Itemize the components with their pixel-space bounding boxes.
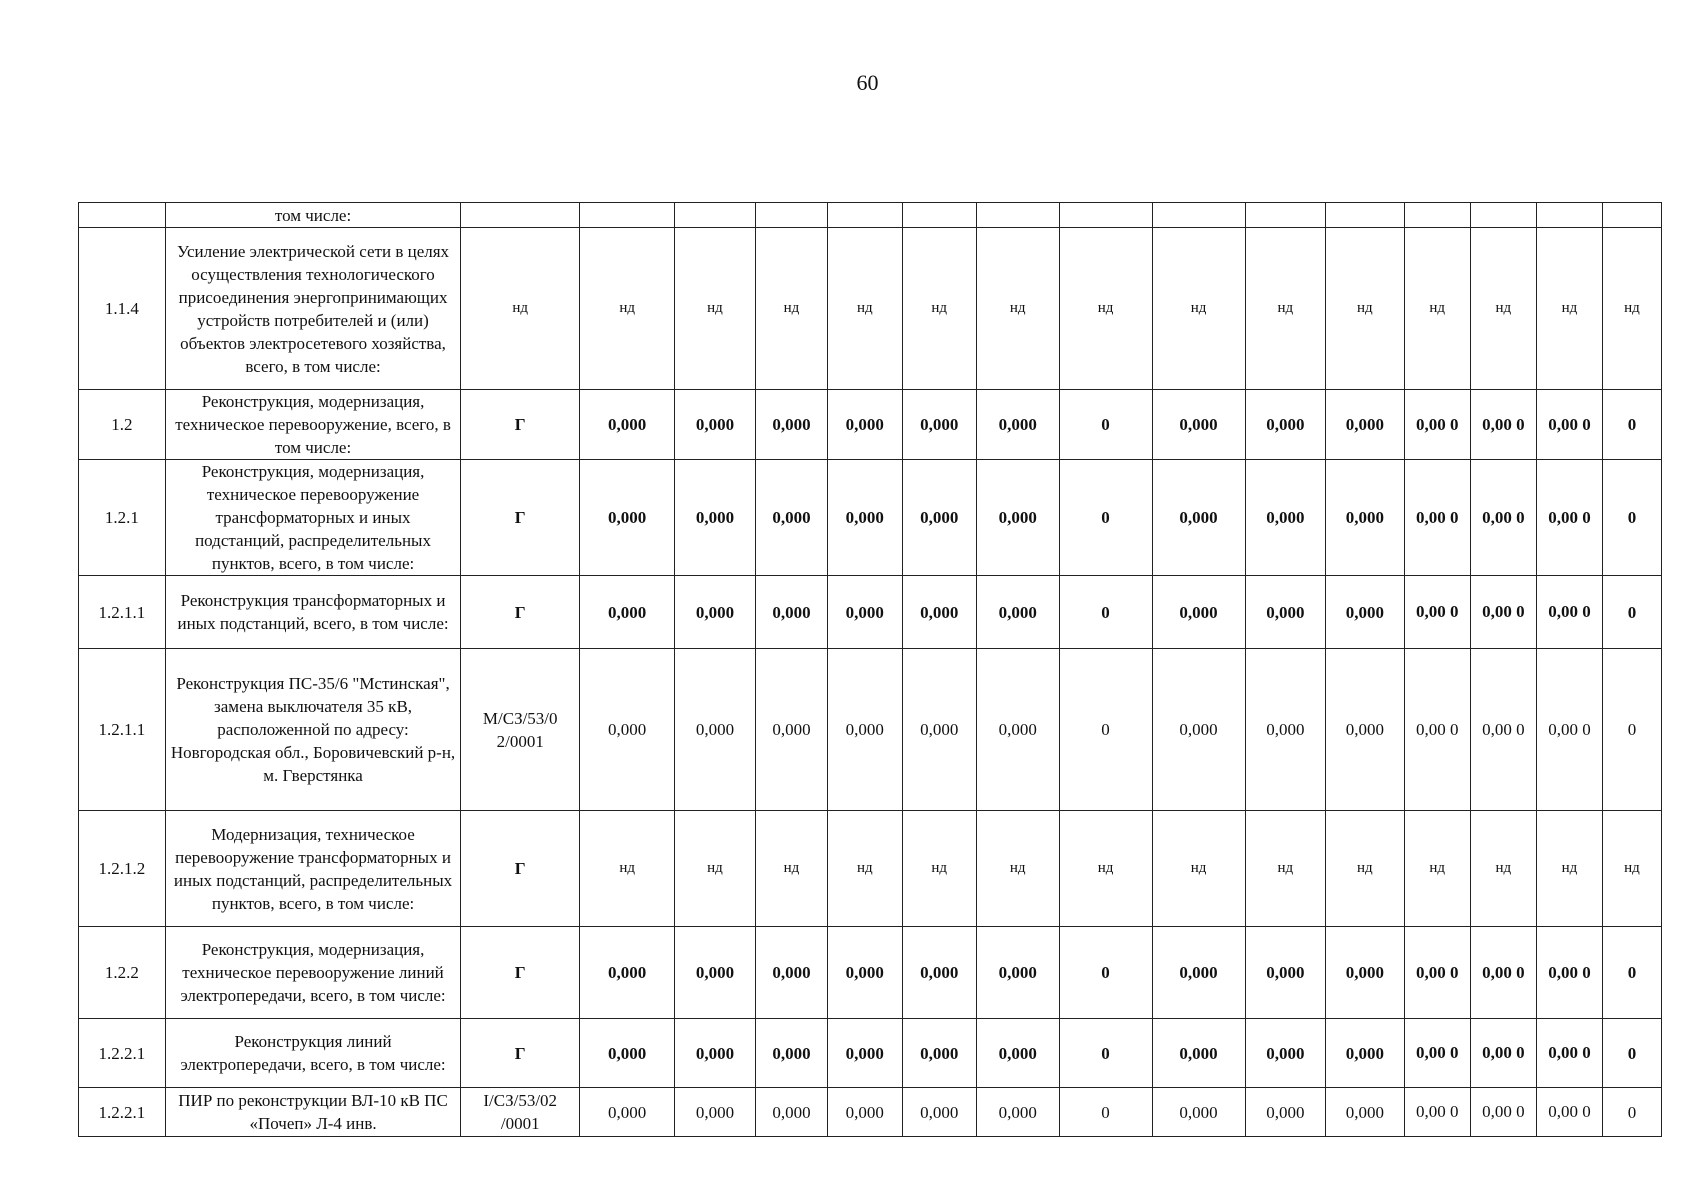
- row-number-cell: 1.1.4: [79, 228, 166, 390]
- value-cell: 0,000: [1152, 649, 1245, 811]
- row-number-cell: 1.2.2.1: [79, 1088, 166, 1137]
- value-cell: 0,000: [976, 460, 1059, 576]
- value-cell: 0,000: [1245, 460, 1326, 576]
- value-cell: 0: [1603, 460, 1662, 576]
- value-cell: 0,000: [1245, 1088, 1326, 1137]
- value-cell: 0,000: [1152, 460, 1245, 576]
- value-cell: 0,00 0: [1536, 576, 1602, 649]
- value-cell: 0,000: [675, 1019, 756, 1088]
- value-cell: 0,000: [675, 1088, 756, 1137]
- value-cell: нд: [1603, 228, 1662, 390]
- value-cell: 0,000: [1245, 649, 1326, 811]
- value-cell: [976, 203, 1059, 228]
- value-cell: нд: [675, 228, 756, 390]
- value-cell: нд: [1245, 811, 1326, 927]
- value-cell: 0,000: [902, 649, 976, 811]
- value-cell: 0,000: [580, 1019, 675, 1088]
- table-row: [79, 927, 1662, 1019]
- value-cell: 0,000: [1152, 390, 1245, 460]
- value-cell: 0,000: [1245, 390, 1326, 460]
- value-cell: 0: [1603, 1088, 1662, 1137]
- value-cell: 0: [1603, 927, 1662, 1019]
- value-cell: [675, 203, 756, 228]
- value-cell: нд: [902, 811, 976, 927]
- value-cell: 0: [1059, 1088, 1152, 1137]
- value-cell: [1245, 203, 1326, 228]
- value-cell: 0,000: [828, 1019, 902, 1088]
- value-cell: 0,000: [828, 576, 902, 649]
- value-cell: 0: [1603, 649, 1662, 811]
- value-cell: 0,00 0: [1404, 460, 1470, 576]
- value-cell: 0,000: [755, 576, 827, 649]
- value-cell: 0,000: [976, 927, 1059, 1019]
- value-cell: 0,000: [902, 390, 976, 460]
- value-cell: нд: [1059, 228, 1152, 390]
- row-number-cell: 1.2: [79, 390, 166, 460]
- table-row: [79, 1088, 1662, 1137]
- value-cell: 0,000: [976, 649, 1059, 811]
- value-cell: 0,00 0: [1404, 390, 1470, 460]
- value-cell: 0,000: [755, 1019, 827, 1088]
- value-cell: 0,000: [675, 576, 756, 649]
- row-number-cell: 1.2.2: [79, 927, 166, 1019]
- value-cell: 0,00 0: [1470, 927, 1536, 1019]
- value-cell: 0,000: [1326, 1019, 1405, 1088]
- value-cell: нд: [1536, 811, 1602, 927]
- value-cell: 0,000: [755, 927, 827, 1019]
- value-cell: 0,00 0: [1536, 1019, 1602, 1088]
- value-cell: нд: [902, 228, 976, 390]
- value-cell: 0,00 0: [1470, 1019, 1536, 1088]
- value-cell: нд: [675, 811, 756, 927]
- value-cell: 0,000: [1152, 576, 1245, 649]
- value-cell: нд: [976, 811, 1059, 927]
- value-cell: 0,000: [1326, 1088, 1405, 1137]
- value-cell: [580, 203, 675, 228]
- project-code-cell: Г: [461, 390, 580, 460]
- value-cell: [755, 203, 827, 228]
- value-cell: 0,000: [580, 649, 675, 811]
- value-cell: 0,00 0: [1404, 1088, 1470, 1137]
- table-row: [79, 811, 1662, 927]
- value-cell: 0,00 0: [1470, 576, 1536, 649]
- value-cell: 0,000: [828, 390, 902, 460]
- project-code-cell: I/СЗ/53/02 /0001: [461, 1088, 580, 1137]
- value-cell: нд: [1326, 811, 1405, 927]
- value-cell: 0,000: [828, 460, 902, 576]
- row-description-cell: ПИР по реконструкции ВЛ-10 кВ ПС «Почеп» Л-4 инв.: [165, 1088, 461, 1137]
- value-cell: 0,000: [976, 390, 1059, 460]
- value-cell: 0: [1059, 460, 1152, 576]
- value-cell: 0: [1059, 927, 1152, 1019]
- row-description-cell: Реконструкция, модернизация, техническое перевооружение трансформаторных и иных подстанций, распределительных пунктов, всего, в том числе:: [165, 460, 461, 576]
- value-cell: 0: [1059, 576, 1152, 649]
- value-cell: 0: [1603, 576, 1662, 649]
- investment-program-table: [78, 202, 1662, 1137]
- value-cell: 0,000: [675, 927, 756, 1019]
- value-cell: 0: [1603, 1019, 1662, 1088]
- table-body: [79, 203, 1662, 1137]
- value-cell: [1404, 203, 1470, 228]
- value-cell: 0,00 0: [1404, 576, 1470, 649]
- row-description-cell: Реконструкция, модернизация, техническое перевооружение, всего, в том числе:: [165, 390, 461, 460]
- value-cell: 0,000: [755, 1088, 827, 1137]
- row-description-cell: Модернизация, техническое перевооружение трансформаторных и иных подстанций, распределительных пунктов, всего, в том числе:: [165, 811, 461, 927]
- value-cell: 0,000: [580, 1088, 675, 1137]
- value-cell: 0,000: [902, 927, 976, 1019]
- project-code-cell: Г: [461, 576, 580, 649]
- value-cell: нд: [1152, 228, 1245, 390]
- value-cell: 0,000: [902, 576, 976, 649]
- row-number-cell: 1.2.1.1: [79, 576, 166, 649]
- project-code-cell: Г: [461, 1019, 580, 1088]
- value-cell: [1603, 203, 1662, 228]
- row-description-cell: Реконструкция линий электропередачи, всего, в том числе:: [165, 1019, 461, 1088]
- value-cell: нд: [828, 811, 902, 927]
- value-cell: 0,000: [976, 1019, 1059, 1088]
- value-cell: 0,000: [828, 649, 902, 811]
- value-cell: 0,00 0: [1470, 460, 1536, 576]
- row-number-cell: [79, 203, 166, 228]
- value-cell: 0,00 0: [1536, 390, 1602, 460]
- value-cell: 0,00 0: [1470, 649, 1536, 811]
- value-cell: нд: [580, 811, 675, 927]
- value-cell: 0,000: [1152, 1088, 1245, 1137]
- value-cell: 0,00 0: [1404, 1019, 1470, 1088]
- table-row: [79, 576, 1662, 649]
- project-code-cell: нд: [461, 228, 580, 390]
- value-cell: 0: [1603, 390, 1662, 460]
- value-cell: 0,000: [580, 576, 675, 649]
- value-cell: 0,000: [1326, 649, 1405, 811]
- value-cell: 0,00 0: [1536, 460, 1602, 576]
- value-cell: 0,00 0: [1536, 927, 1602, 1019]
- value-cell: 0,000: [1152, 1019, 1245, 1088]
- table-row: [79, 390, 1662, 460]
- value-cell: 0,000: [580, 390, 675, 460]
- value-cell: 0,000: [1152, 927, 1245, 1019]
- value-cell: нд: [755, 228, 827, 390]
- value-cell: [1536, 203, 1602, 228]
- table-row: [79, 649, 1662, 811]
- value-cell: 0,000: [902, 1019, 976, 1088]
- value-cell: 0,000: [755, 649, 827, 811]
- project-code-cell: Г: [461, 460, 580, 576]
- row-number-cell: 1.2.1.2: [79, 811, 166, 927]
- value-cell: 0,000: [976, 576, 1059, 649]
- row-description-cell: Усиление электрической сети в целях осуществления технологического присоединения энергопринимающих устройств потребителей и (или) объектов электросетевого хозяйства, всего, в том числе:: [165, 228, 461, 390]
- row-number-cell: 1.2.1: [79, 460, 166, 576]
- project-code-cell: М/СЗ/53/0 2/0001: [461, 649, 580, 811]
- row-description-cell: том числе:: [165, 203, 461, 228]
- value-cell: 0,000: [902, 460, 976, 576]
- value-cell: 0,000: [1245, 927, 1326, 1019]
- value-cell: 0,000: [1245, 576, 1326, 649]
- row-description-cell: Реконструкция ПС-35/6 "Мстинская", замена выключателя 35 кВ, расположенной по адресу: Новгородская обл., Боровичевский р-н, м. Гверстянка: [165, 649, 461, 811]
- value-cell: 0,00 0: [1536, 1088, 1602, 1137]
- project-code-cell: Г: [461, 811, 580, 927]
- value-cell: нд: [828, 228, 902, 390]
- value-cell: нд: [1603, 811, 1662, 927]
- value-cell: нд: [1245, 228, 1326, 390]
- value-cell: [1059, 203, 1152, 228]
- value-cell: 0,000: [675, 649, 756, 811]
- value-cell: 0,000: [1245, 1019, 1326, 1088]
- value-cell: [828, 203, 902, 228]
- value-cell: нд: [755, 811, 827, 927]
- value-cell: 0,000: [675, 390, 756, 460]
- value-cell: 0: [1059, 649, 1152, 811]
- value-cell: 0: [1059, 390, 1152, 460]
- value-cell: 0,000: [902, 1088, 976, 1137]
- value-cell: нд: [1404, 811, 1470, 927]
- table-row: [79, 460, 1662, 576]
- project-code-cell: [461, 203, 580, 228]
- value-cell: 0,000: [580, 460, 675, 576]
- value-cell: нд: [1470, 228, 1536, 390]
- row-description-cell: Реконструкция, модернизация, техническое перевооружение линий электропередачи, всего, в том числе:: [165, 927, 461, 1019]
- value-cell: 0,000: [828, 927, 902, 1019]
- value-cell: 0,000: [1326, 460, 1405, 576]
- value-cell: [1326, 203, 1405, 228]
- value-cell: 0,000: [755, 390, 827, 460]
- value-cell: нд: [1404, 228, 1470, 390]
- value-cell: нд: [1059, 811, 1152, 927]
- value-cell: 0,000: [828, 1088, 902, 1137]
- value-cell: нд: [1470, 811, 1536, 927]
- project-code-cell: Г: [461, 927, 580, 1019]
- value-cell: 0,000: [1326, 576, 1405, 649]
- value-cell: 0,000: [1326, 390, 1405, 460]
- table-row: [79, 203, 1662, 228]
- value-cell: нд: [1326, 228, 1405, 390]
- value-cell: 0,000: [675, 460, 756, 576]
- value-cell: 0,00 0: [1470, 1088, 1536, 1137]
- value-cell: [1470, 203, 1536, 228]
- value-cell: нд: [1152, 811, 1245, 927]
- row-number-cell: 1.2.2.1: [79, 1019, 166, 1088]
- value-cell: 0: [1059, 1019, 1152, 1088]
- value-cell: 0,00 0: [1404, 649, 1470, 811]
- value-cell: 0,000: [976, 1088, 1059, 1137]
- value-cell: 0,000: [755, 460, 827, 576]
- value-cell: нд: [976, 228, 1059, 390]
- value-cell: нд: [580, 228, 675, 390]
- value-cell: 0,000: [1326, 927, 1405, 1019]
- table-row: [79, 228, 1662, 390]
- row-number-cell: 1.2.1.1: [79, 649, 166, 811]
- table-row: [79, 1019, 1662, 1088]
- value-cell: 0,00 0: [1536, 649, 1602, 811]
- row-description-cell: Реконструкция трансформаторных и иных подстанций, всего, в том числе:: [165, 576, 461, 649]
- value-cell: [902, 203, 976, 228]
- value-cell: нд: [1536, 228, 1602, 390]
- value-cell: 0,000: [580, 927, 675, 1019]
- value-cell: [1152, 203, 1245, 228]
- value-cell: 0,00 0: [1404, 927, 1470, 1019]
- page-number: 60: [856, 70, 879, 95]
- value-cell: 0,00 0: [1470, 390, 1536, 460]
